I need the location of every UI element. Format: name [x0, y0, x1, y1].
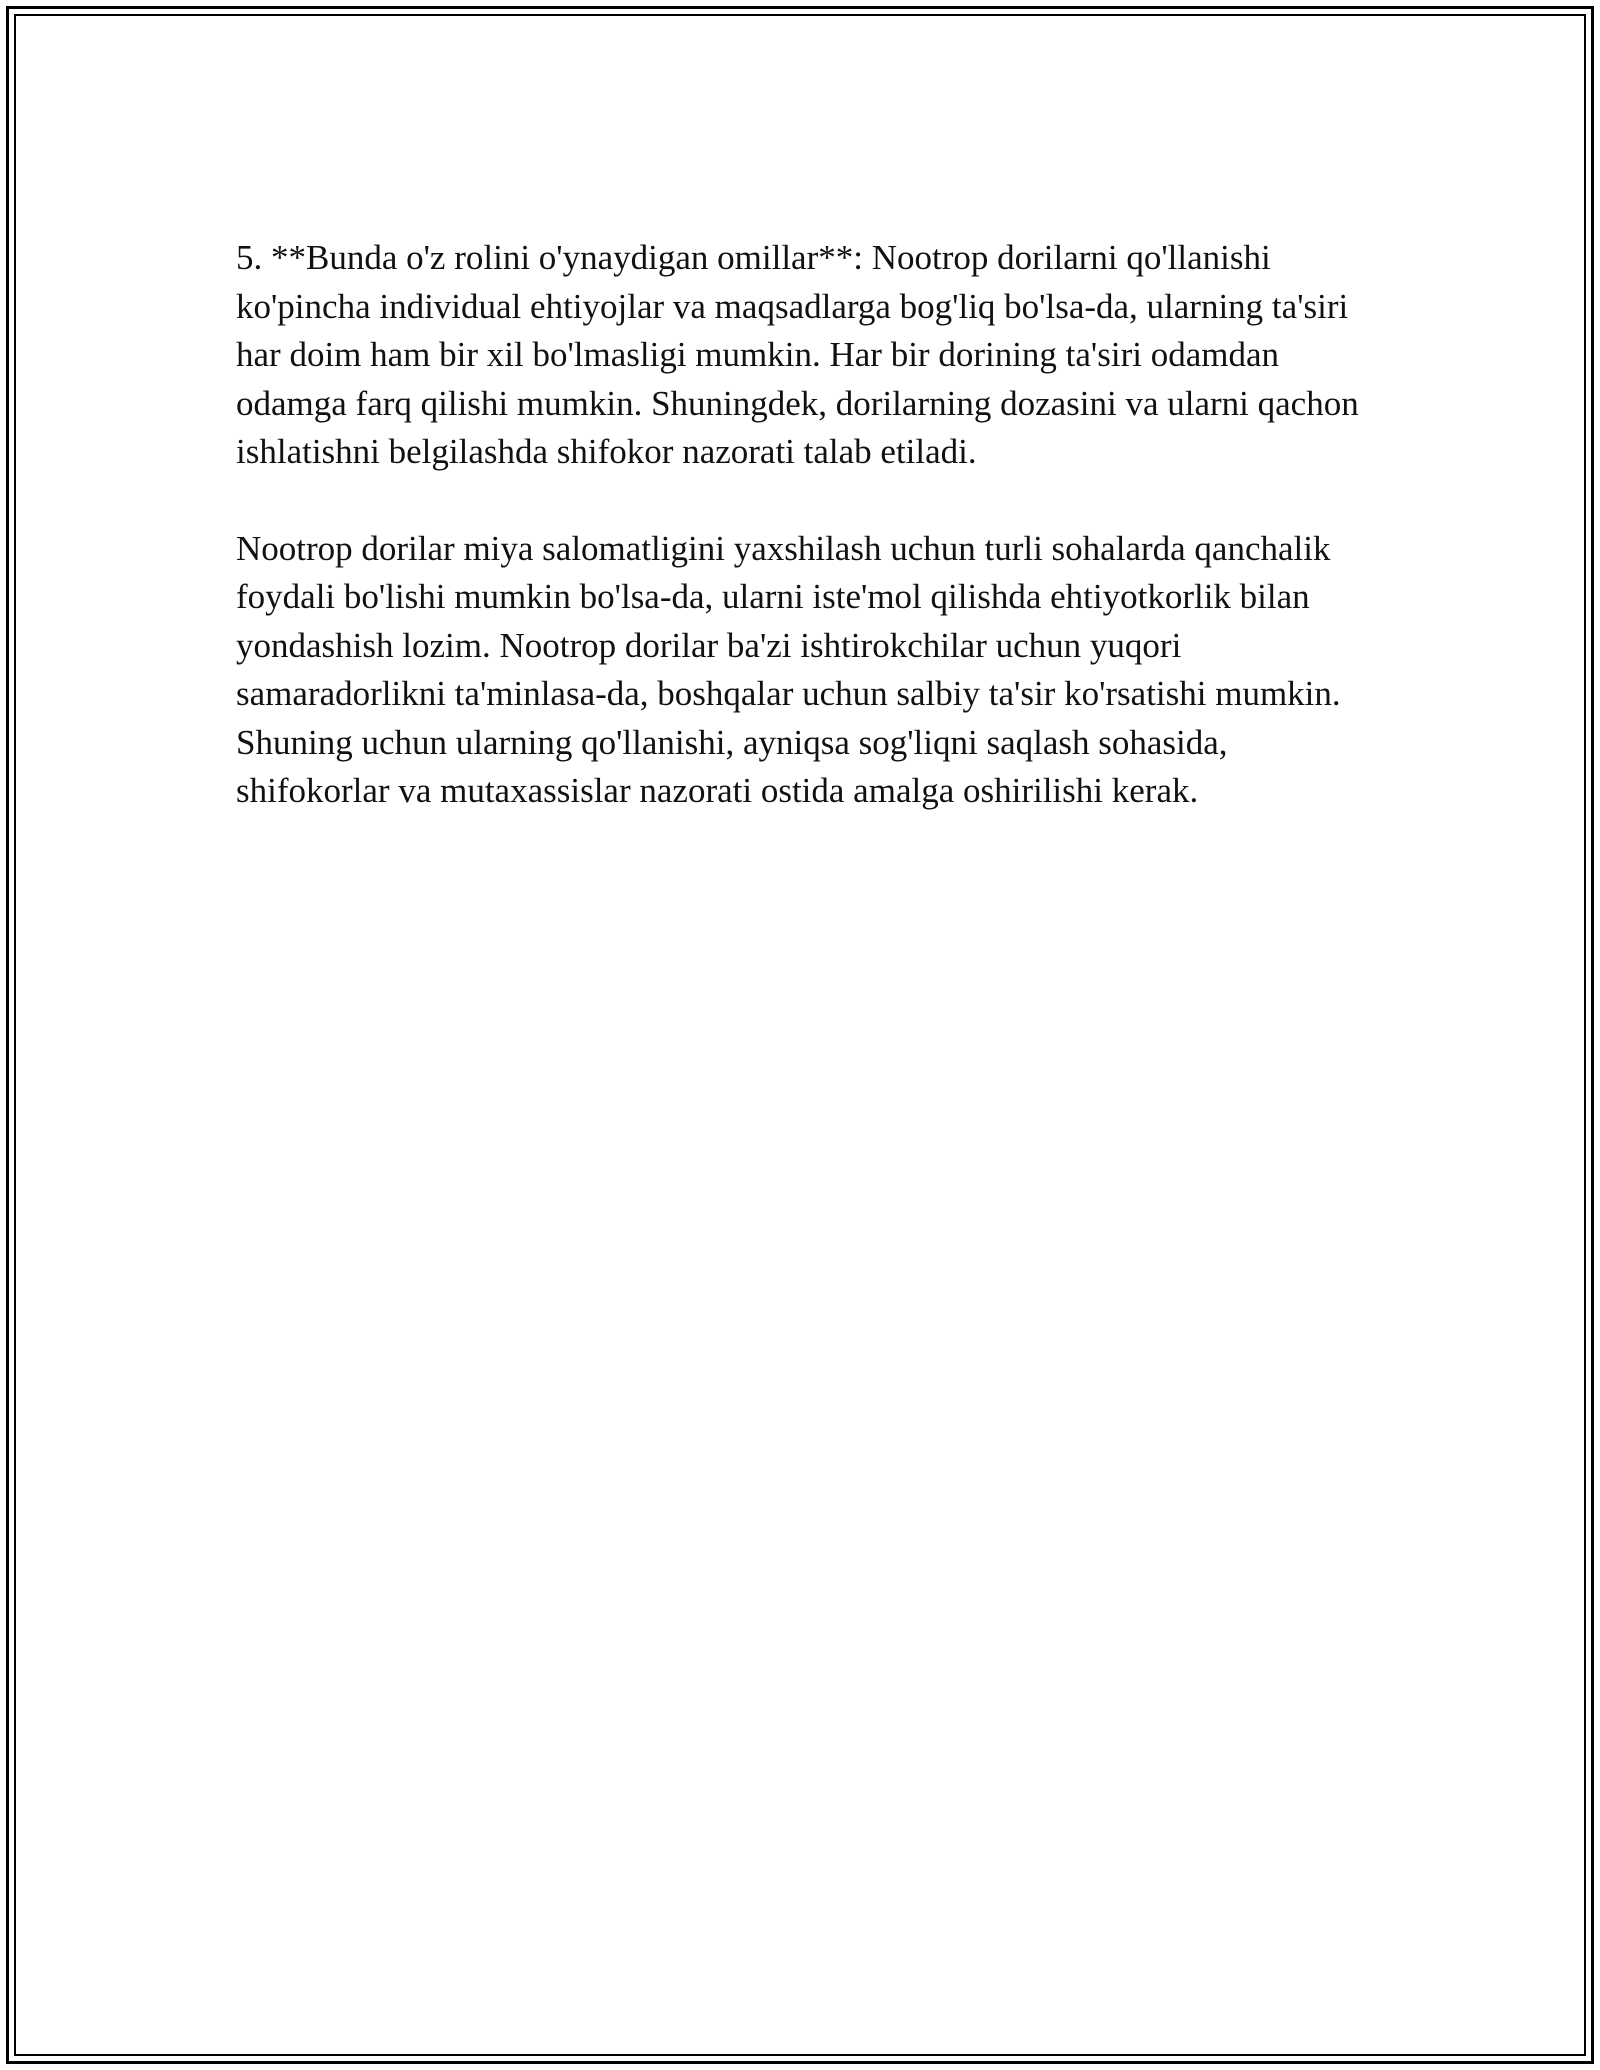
paragraph-factors: 5. **Bunda o'z rolini o'ynaydigan omillar**: Nootrop dorilarni qo'llanishi ko'pincha individual ehtiyojlar va maqsadlarga bog'liq bo'lsa-da, ularning ta'siri har doim ham bir xil bo'lmasligi mumkin. Har bir dorining ta'siri odamdan odamga farq qilishi mumkin. Shuningdek, dorilarning dozasini va ularni qachon ishlatishni belgilashda shifokor nazorati talab etiladi.: [236, 238, 1359, 471]
document-body: [236, 234, 1366, 864]
paragraph-conclusion: Nootrop dorilar miya salomatligini yaxshilash uchun turli sohalarda qanchalik foydali bo'lishi mumkin bo'lsa-da, ularni iste'mol qilishda ehtiyotkorlik bilan yondashish lozim. Nootrop dorilar ba'zi ishtirokchilar uchun yuqori samaradorlikni ta'minlasa-da, boshqalar uchun salbiy ta'sir ko'rsatishi mumkin. Shuning uchun ularning qo'llanishi, ayniqsa sog'liqni saqlash sohasida, shifokorlar va mutaxassislar nazorati ostida amalga oshirilishi kerak.: [236, 528, 1341, 810]
